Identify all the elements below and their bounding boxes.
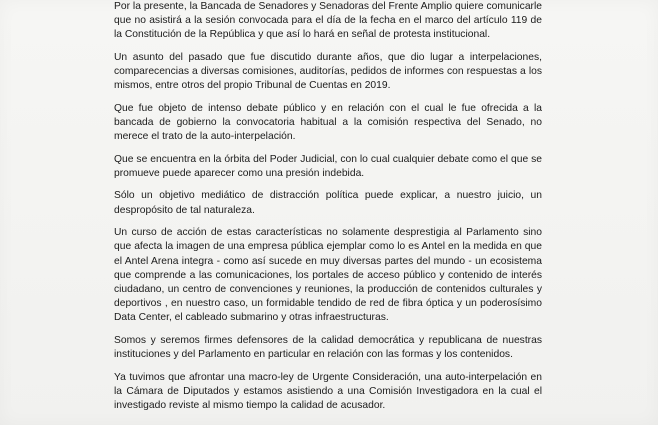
paragraph-2: Un asunto del pasado que fue discutido durante años, que dio lugar a interpelaciones, comparecencias a diversas comisiones, auditorías, pedidos de informes con respuestas a los mismos, entre otros del propio Tribunal de Cuentas en 2019. [114,51,542,92]
paragraph-1: Por la presente, la Bancada de Senadores y Senadoras del Frente Amplio quiere comunicarle que no asistirá a la sesión convocada para el día de la fecha en el marco del artículo 119 de la Constitución de la República y que así lo hará en señal de protesta institucional. [114,1,542,41]
letter-body [114,0,542,420]
paragraph-3: Que fue objeto de intenso debate público y en relación con el cual le fue ofrecida a la bancada de gobierno la convocatoria habitual a la comisión respectiva del Senado, no merece el trato de la auto-interpelación. [114,102,542,143]
paragraph-4: Que se encuentra en la órbita del Poder Judicial, con lo cual cualquier debate como el que se promueve puede aparecer como una presión indebida. [114,153,542,179]
paragraph-5: Sólo un objetivo mediático de distracción política puede explicar, a nuestro juicio, un despropósito de tal naturaleza. [114,190,542,216]
paragraph-8: Ya tuvimos que afrontar una macro-ley de Urgente Consideración, una auto-interpelación en la Cámara de Diputados y estamos asistiendo a una Comisión Investigadora en la cual el investigado reviste al mismo tiempo la calidad de acusador. [114,371,542,411]
paragraph-7: Somos y seremos firmes defensores de la calidad democrática y republicana de nuestras instituciones y del Parlamento en particular en relación con las formas y los contenidos. [114,334,542,361]
paragraph-6: Un curso de acción de estas características no solamente desprestigia al Parlamento sino que afecta la imagen de una empresa pública ejemplar como lo es Antel en la medida en que el Antel Arena integra - como así sucede en muy diversas partes del mundo - un ecosistema que comprende a las comunicaciones, los portales de acceso público y contenido de interés ciudadano, un centro de convenciones y reuniones, la producción de contenidos culturales y deportivos , en nuestro caso, un formidable tendido de red de fibra óptica y un poderosísimo Data Center, el cableado submarino y otras infraestructuras. [114,227,542,324]
